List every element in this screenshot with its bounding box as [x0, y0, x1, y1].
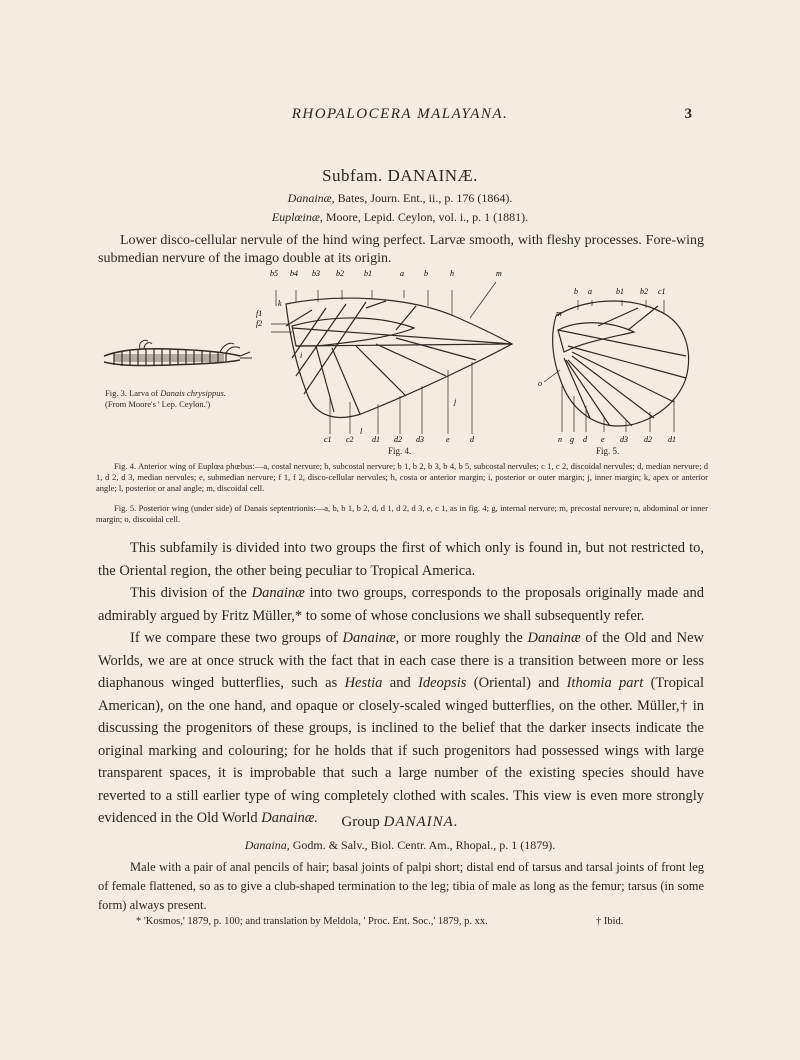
synonym-line: [0, 210, 800, 225]
fig4-label-f1: f1: [256, 309, 263, 318]
fig4-label-f2: f2: [256, 319, 263, 328]
p3-italic: Ideopsis: [418, 675, 467, 691]
p3-italic: Ithomia part: [566, 675, 644, 691]
p2-italic: Danainæ: [251, 585, 305, 601]
fig5-label-n: n: [558, 435, 562, 444]
body-paragraph-1: This subfamily is divided into two groups the first of which only is found in, but not restricted to, the Oriental region, the other being peculiar to Tropical America.: [98, 540, 704, 579]
body-paragraph-3: [98, 627, 704, 830]
fig5-label-c1: c1: [658, 287, 666, 296]
p2-text: This division of the: [130, 585, 252, 601]
running-title: RHOPALOCERA MALAYANA.: [291, 106, 509, 122]
fig4-label-m: m: [496, 269, 502, 278]
fig4-label-i: i: [300, 351, 303, 360]
fig5-label-b: b: [574, 287, 578, 296]
fig4-label-b5: b5: [270, 269, 278, 278]
fig5-label-d1: d1: [668, 435, 676, 444]
group-heading-prefix: Group: [341, 814, 384, 830]
p3-text: and: [382, 675, 419, 691]
larva-illustration: [100, 336, 260, 376]
fig4-label-h: h: [450, 269, 454, 278]
p3-text: (Oriental) and: [466, 675, 567, 691]
p3-italic: Danainæ.: [261, 810, 319, 826]
page-number: 3: [684, 106, 692, 122]
group-synonym-citation: , Godm. & Salv., Biol. Centr. Am., Rhopal., p. 1 (1879).: [286, 838, 556, 852]
fig4-label-b4: b4: [290, 269, 298, 278]
fig5-label-o: o: [538, 379, 542, 388]
fig4-label-e: e: [446, 435, 450, 444]
fig4-label-c2: c2: [346, 435, 354, 444]
fig5-label-e: e: [601, 435, 605, 444]
p3-text: of the Old and New Worlds, we are at once struck with the fact that in each case there is a transition between more or less diaphanous winged butterflies, such as: [98, 630, 704, 691]
fig4-label-j: j: [454, 397, 457, 406]
p3-italic: Danainæ: [342, 630, 396, 646]
fig4-label-k: k: [278, 299, 282, 308]
fig5-label-d: d: [583, 435, 587, 444]
fig5-label-m: m: [556, 309, 562, 318]
p3-text: If we compare these two groups of: [130, 630, 343, 646]
group-synonym-name: Danaina: [244, 838, 287, 852]
figure-5-label: Fig. 5.: [596, 446, 620, 456]
group-heading-name: DANAINA.: [383, 814, 459, 830]
fore-wing-figure: [256, 266, 526, 456]
fig5-label-d2: d2: [644, 435, 652, 444]
fig4-label-c1: c1: [324, 435, 332, 444]
body-paragraph-2: [98, 582, 704, 627]
figure-3-text: Larva of: [126, 388, 161, 398]
footnote-dagger: † Ibid.: [596, 916, 624, 927]
fig4-label-d: d: [470, 435, 474, 444]
p3-italic: Hestia: [344, 675, 383, 691]
p3-italic: Danainæ: [527, 630, 581, 646]
fig4-label-l: l: [360, 427, 363, 436]
figure-3-species: Danais chrysippus.: [160, 388, 226, 398]
figure-3-label: Fig. 3.: [105, 388, 127, 398]
p3-text: (Tropical American), on the one hand, and opaque or closely-scaled winged butterflies, on the other. Müller,† in discussing the progenitors of these groups, is inclined to the belief that the darker insects indicate the original marking and colouring; for he holds that if such progenitors had possessed wings with large transparent spaces, it is improbable that such a large number of the existing species should have reverted to a still earlier type of wing completely clothed with scales. This view is even more strongly evidenced in the Old World: [98, 675, 705, 826]
fig4-label-d3: d3: [416, 435, 424, 444]
synonym-name: Danainæ: [287, 191, 332, 205]
p3-text: , or more roughly the: [395, 630, 528, 646]
fig5-label-g: g: [570, 435, 574, 444]
fig5-label-a: a: [588, 287, 592, 296]
fig4-label-b1: b1: [364, 269, 372, 278]
synonym-name: Euplœinæ: [271, 210, 320, 224]
fig4-label-b: b: [424, 269, 428, 278]
hind-wing-figure: [538, 286, 698, 446]
synonym-citation: , Bates, Journ. Ent., ii., p. 176 (1864).: [331, 191, 513, 205]
figure-3-source: (From Moore's ' Lep. Ceylon.'): [105, 399, 211, 409]
fig4-label-d2: d2: [394, 435, 402, 444]
fig5-label-b1: b1: [616, 287, 624, 296]
subfamily-characters: Lower disco-cellular nervule of the hind wing perfect. Larvæ smooth, with fleshy processes. Fore-wing submedian nervure of the imago double at its origin.: [98, 233, 704, 266]
fig4-label-b2: b2: [336, 269, 344, 278]
footnote-star: * 'Kosmos,' 1879, p. 100; and translation by Meldola, ' Proc. Ent. Soc.,' 1879, p. xx.: [136, 916, 488, 927]
fig5-label-d3: d3: [620, 435, 628, 444]
group-heading: [0, 814, 800, 831]
subfamily-title: Subfam. DANAINÆ.: [322, 166, 478, 185]
group-synonym: [0, 838, 800, 853]
fig4-label-b3: b3: [312, 269, 320, 278]
figure-3-caption: [105, 388, 275, 410]
p2-text: into two groups, corresponds to the proposals originally made and admirably argued by Fritz Müller,* to some of whose conclusions we shall subsequently refer.: [98, 585, 704, 624]
synonym-line: [0, 191, 800, 206]
fig5-label-b2: b2: [640, 287, 648, 296]
group-characters: Male with a pair of anal pencils of hair; basal joints of palpi short; distal end of tarsus and tarsal joints of front leg of female flattened, so as to give a club-shaped termination to the leg; tibia of male as long as the femur; tarsus (in some form) always present.: [98, 860, 704, 912]
figure-5-caption: Fig. 5. Posterior wing (under side) of Danais septentrionis:—a, b, b 1, b 2, d, d 1, d 2, d 3, e, c 1, as in fig. 4; g, internal nervure; m, precostal nervure; n, abdominal or inner margin; o, discoidal cell.: [96, 503, 708, 524]
figure-4-label: Fig. 4.: [388, 446, 412, 456]
figure-4-caption: Fig. 4. Anterior wing of Euplœa phœbus:—a, costal nervure; b, subcostal nervure; b 1, b 2, b 3, b 4, b 5, subcostal nervules; c 1, c 2, discoidal nervules; d, median nervure; d 1, d 2, d 3, median nervules; e, submedian nervure; f 1, f 2, disco-cellular nervules; h, costa or anterior margin; i, posterior or outer margin; j, inner margin; k, apex or anterior angle; l, posterior or anal angle; m, discoidal cell.: [96, 461, 708, 493]
fig4-label-a: a: [400, 269, 404, 278]
fig4-label-d1: d1: [372, 435, 380, 444]
running-head: [0, 106, 800, 126]
synonym-citation: , Moore, Lepid. Ceylon, vol. i., p. 1 (1881).: [319, 210, 529, 224]
